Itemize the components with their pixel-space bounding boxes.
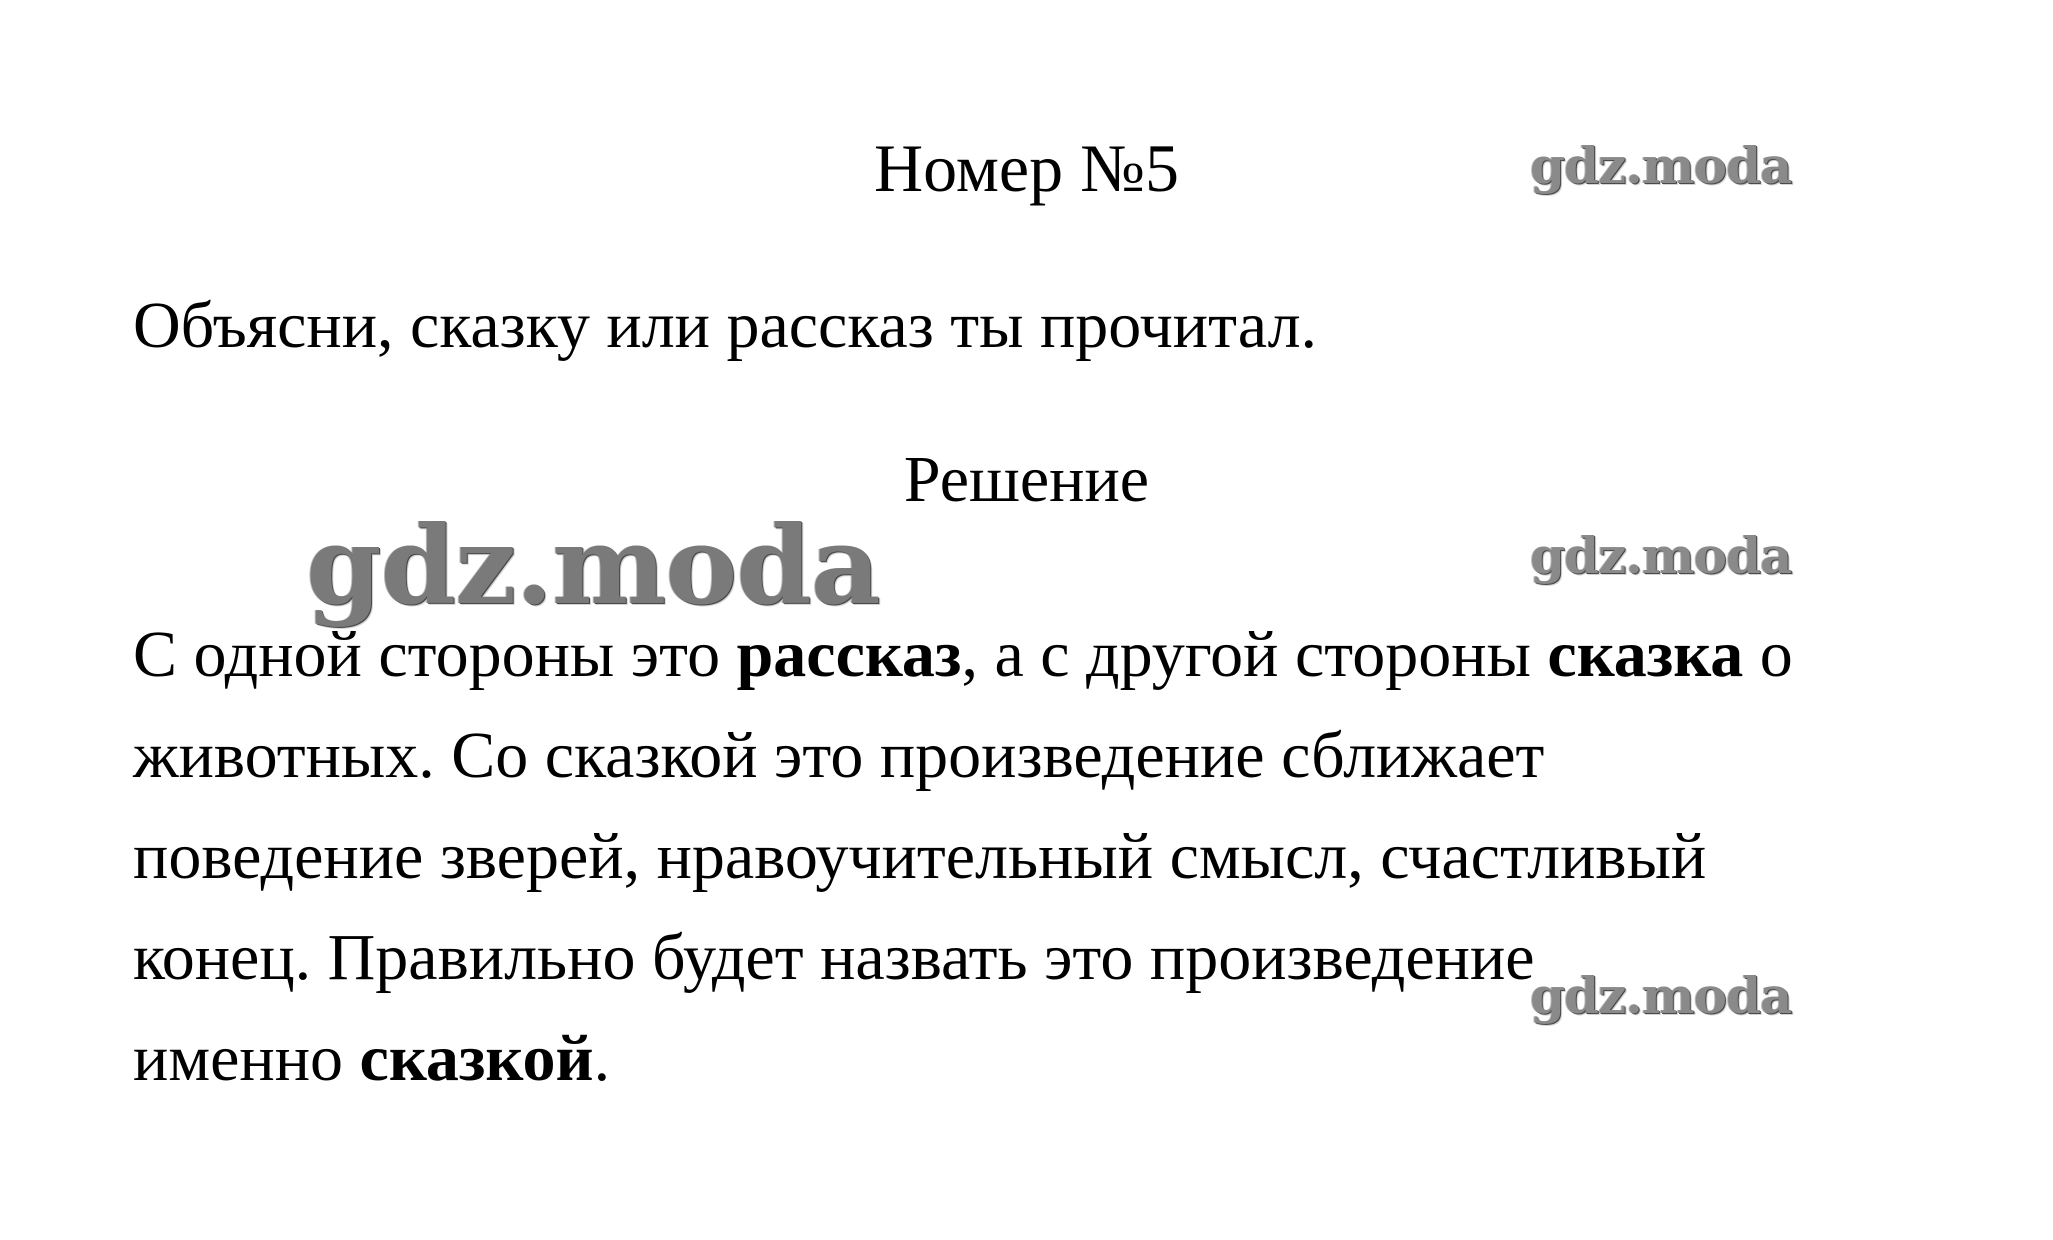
answer-bold-term-conclusion: сказкой	[359, 1022, 594, 1095]
answer-bold-term-story: рассказ	[736, 618, 962, 691]
answer-text-segment: о	[1743, 618, 1793, 691]
answer-text-segment: .	[593, 1022, 611, 1095]
answer-line-2: животных. Со сказкой это произведение сближает	[133, 719, 1545, 792]
watermark-logo: gdz.moda	[1530, 526, 1792, 585]
page-title: Номер №5	[874, 130, 1179, 206]
watermark-logo: gdz.moda	[1530, 136, 1792, 195]
solution-heading: Решение	[903, 443, 1150, 516]
watermark-logo: gdz.moda	[1530, 966, 1792, 1025]
answer-text	[133, 604, 1913, 1109]
answer-text-segment: именно	[133, 1022, 360, 1095]
answer-line-4: конец. Правильно будет назвать это произведение	[133, 921, 1535, 994]
answer-line-3: поведение зверей, нравоучительный смысл, счастливый	[133, 820, 1707, 893]
watermark-logo-large: gdz.moda	[306, 503, 880, 629]
answer-bold-term-fairytale: сказка	[1547, 618, 1744, 691]
answer-text-segment: С одной стороны это	[133, 618, 737, 691]
answer-text-segment: , а с другой стороны	[961, 618, 1548, 691]
question-text: Объясни, сказку или рассказ ты прочитал.	[133, 289, 1318, 362]
